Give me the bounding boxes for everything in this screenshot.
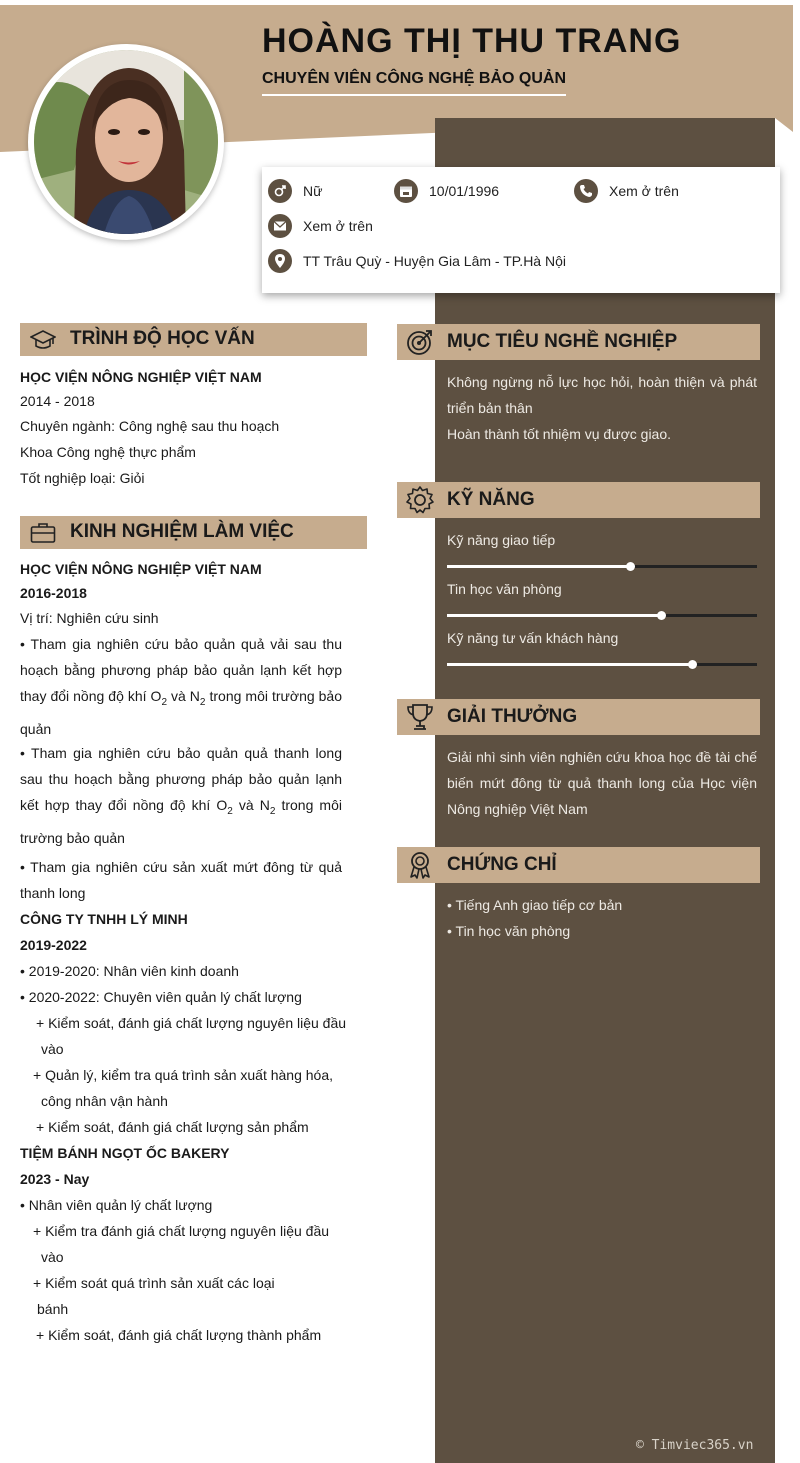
awards-header (397, 699, 760, 735)
education-major: Chuyên ngành: Công nghệ sau thu hoạch (20, 418, 280, 434)
skill-bar-2 (447, 614, 757, 617)
job3-line-2a: + Kiểm tra đánh giá chất lượng nguyên liệu đầu (33, 1223, 330, 1239)
certificates-header (397, 847, 760, 883)
gear-icon (405, 485, 435, 515)
objective-title: MỤC TIÊU NGHỀ NGHIỆP (447, 331, 678, 352)
contact-box (262, 167, 780, 293)
education-header (20, 323, 367, 356)
candidate-name: HOÀNG THỊ THU TRANG (262, 22, 682, 60)
job1-bullet-3: • Tham gia nghiên cứu sản xuất mứt đông từ quả thanh long (20, 859, 342, 901)
experience-title: KINH NGHIỆM LÀM VIỆC (70, 521, 294, 542)
certificate-ribbon-icon (405, 850, 435, 880)
email-value: Xem ở trên (303, 218, 373, 234)
job1-position: Vị trí: Nghiên cứu sinh (20, 610, 159, 626)
skills-header (397, 482, 760, 518)
job3-line-2b: vào (41, 1249, 64, 1265)
job1-company: HỌC VIỆN NÔNG NGHIỆP VIỆT NAM (20, 561, 262, 577)
phone-value: Xem ở trên (609, 183, 679, 199)
job2-line-4b: công nhân vận hành (41, 1093, 168, 1109)
skill-label-1: Kỹ năng giao tiếp (447, 532, 556, 548)
job3-period: 2023 - Nay (20, 1171, 90, 1187)
job2-line-4a: + Quản lý, kiểm tra quá trình sản xuất hàng hóa, (33, 1067, 334, 1083)
education-faculty: Khoa Công nghệ thực phẩm (20, 444, 196, 460)
job2-line-5: + Kiểm soát, đánh giá chất lượng sản phẩm (36, 1119, 309, 1135)
skill-bar-1 (447, 565, 757, 568)
job1-bullet-1: • Tham gia nghiên cứu bảo quản quả vải sau thu hoạch bằng phương pháp bảo quản lạnh kết hợp thay đổi nồng độ khí $O_2$ và $N_2$ trong môi trường bảo quản (20, 636, 343, 737)
contact-address (268, 249, 566, 273)
education-period: 2014 - 2018 (20, 393, 95, 409)
awards-text: Giải nhì sinh viên nghiên cứu khoa học đề tài chế biến mứt đông từ quả thanh long của Học viện Nông nghiệp Việt Nam (447, 749, 757, 817)
job3-line-3a: + Kiểm soát quá trình sản xuất các loại (33, 1275, 275, 1291)
avatar (28, 44, 224, 240)
gender-value: Nữ (303, 183, 323, 199)
job1-period: 2016-2018 (20, 585, 87, 601)
objective-header (397, 324, 760, 360)
objective-text-1: Không ngừng nỗ lực học hỏi, hoàn thiện và phát triển bản thân (447, 374, 757, 416)
calendar-icon (394, 179, 418, 203)
education-school: HỌC VIỆN NÔNG NGHIỆP VIỆT NAM (20, 369, 262, 385)
job2-line-3a: + Kiểm soát, đánh giá chất lượng nguyên liệu đầu (36, 1015, 347, 1031)
experience-header (20, 516, 367, 549)
contact-birthday (394, 179, 499, 203)
gender-icon (268, 179, 292, 203)
target-icon (405, 327, 435, 357)
objective-text-2: Hoàn thành tốt nhiệm vụ được giao. (447, 426, 672, 442)
email-icon (268, 214, 292, 238)
job2-line-3b: vào (41, 1041, 64, 1057)
contact-email[interactable] (268, 214, 373, 238)
education-title: TRÌNH ĐỘ HỌC VẤN (70, 328, 255, 349)
job2-line-2: • 2020-2022: Chuyên viên quản lý chất lượng (20, 989, 302, 1005)
graduation-cap-icon (30, 328, 56, 352)
education-grade: Tốt nghiệp loại: Giỏi (20, 470, 145, 486)
job2-line-1: • 2019-2020: Nhân viên kinh doanh (20, 963, 239, 979)
awards-title: GIẢI THƯỞNG (447, 706, 578, 727)
job3-line-1: • Nhân viên quản lý chất lượng (20, 1197, 213, 1213)
skill-bar-3 (447, 663, 757, 666)
phone-icon (574, 179, 598, 203)
skills-title: KỸ NĂNG (447, 489, 535, 510)
job2-company: CÔNG TY TNHH LÝ MINH (20, 911, 188, 927)
skill-label-3: Kỹ năng tư vấn khách hàng (447, 630, 619, 646)
certificates-title: CHỨNG CHỈ (447, 854, 557, 875)
certificate-item-2: • Tin học văn phòng (447, 923, 571, 939)
contact-gender (268, 179, 322, 203)
job3-line-4: + Kiểm soát, đánh giá chất lượng thành phẩm (36, 1327, 322, 1343)
address-value: TT Trâu Quỳ - Huyện Gia Lâm - TP.Hà Nội (303, 253, 566, 269)
job1-bullet-2: • Tham gia nghiên cứu bảo quản quả thanh long sau thu hoạch bằng phương pháp bảo quản lạnh kết hợp thay đổi nồng độ khí $O_2$ và $N_2$ trong môi trường bảo quản (20, 745, 342, 846)
skill-label-2: Tin học văn phòng (447, 581, 562, 597)
job2-period: 2019-2022 (20, 937, 87, 953)
avatar-photo (34, 50, 218, 234)
watermark: © Timviec365.vn (636, 1438, 754, 1453)
contact-phone[interactable] (574, 179, 679, 203)
job-title: CHUYÊN VIÊN CÔNG NGHỆ BẢO QUẢN (262, 70, 566, 96)
job3-line-3b: bánh (37, 1301, 69, 1317)
certificate-item-1: • Tiếng Anh giao tiếp cơ bản (447, 897, 623, 913)
trophy-icon (405, 702, 435, 732)
job3-company: TIỆM BÁNH NGỌT ỐC BAKERY (20, 1145, 230, 1161)
birthday-value: 10/01/1996 (429, 183, 500, 199)
briefcase-icon (30, 521, 56, 545)
location-icon (268, 249, 292, 273)
